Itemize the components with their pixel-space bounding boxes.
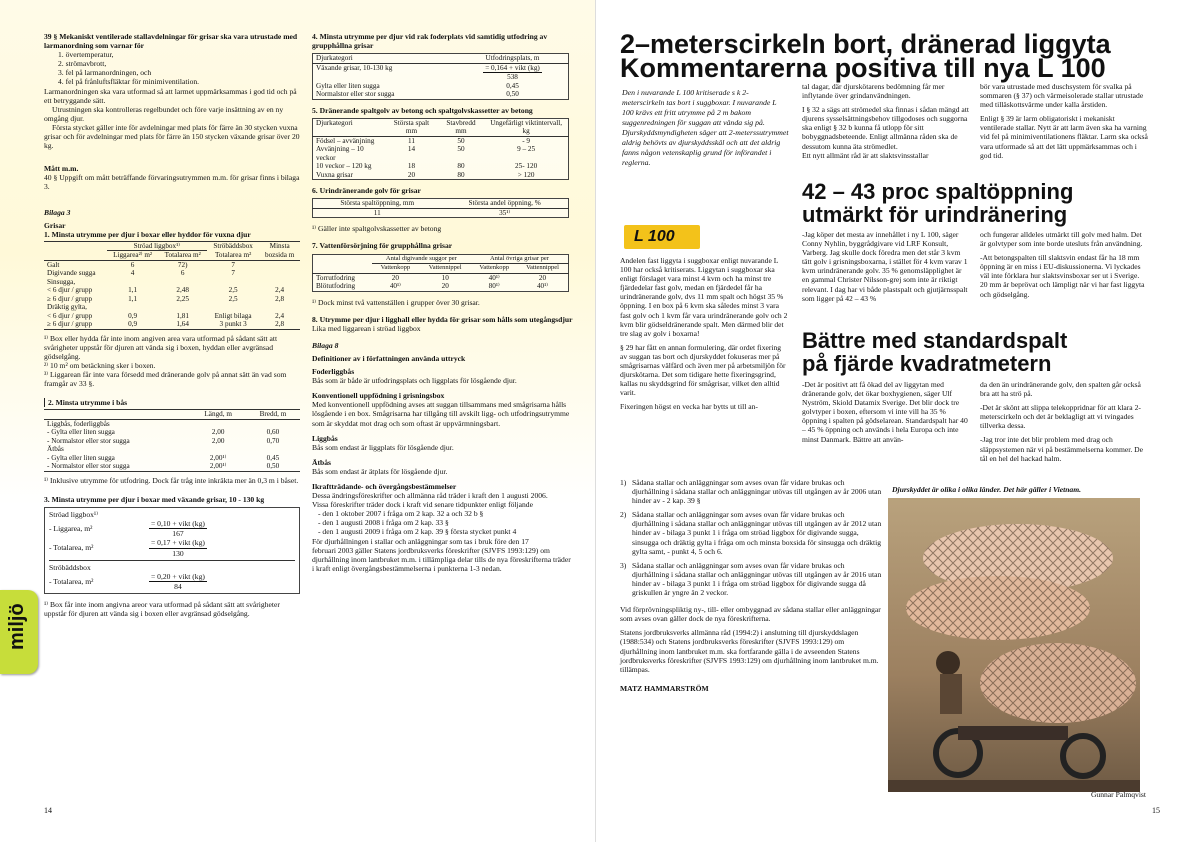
photo-illustration (888, 498, 1140, 792)
table-row: Dräktig gylta, (47, 303, 87, 312)
paragraph: februari 2003 gäller Statens jordbruksverks föreskrifter (SJVFS 1993:129) om djurhållning inom lantbruket m.m. i tillämpliga delar tills de nya föreskrifterna träder i kraft enligt övergångsbestämmelserna i punkterna 1-3 nedan. (312, 545, 571, 573)
footnote: ¹⁾ Inklusive utrymme för utfodring. Dock får tråg inte inkräkta mer än 0,3 m i båset. (44, 475, 299, 485)
paragraph: I § 32 a sägs att strömedel ska finnas i sådan mängd att djurens sysselsättningsbehov tillgodoses och suggorna ska enligt § 32 b kunna få utlopp för sitt bobyggnadsbeteende. Enligt allmänna råden ska de dessutom kunna äta strömedlet. (802, 105, 970, 151)
term-heading: Foderliggbås (312, 367, 355, 377)
table-row: Normalstor eller stor sugga 0,50 (316, 90, 519, 99)
formula-row: - Totalarea, m² $\frac{\text{= 0,20 + vikt (kg)}}{84}$ (49, 571, 205, 591)
paragraph: Bås som endast är liggplats för lösgående djur. (312, 442, 454, 452)
paragraph: Andelen fast liggyta i suggboxar enligt nuvarande L 100 har också kritiserats. Liggytan i suggboxar ska enligt förslaget vara minst 4 kvm och ha minst tre fjärdedelar fast golv, medan en fjärdedel får ha urindränerande golv, dvs 11 mm spalt och högst 35 % öppning. I en box på 6 kvm ska således minst 3 vara fast golv och 1 kvm får vara urindränerande golv och 2 kvm blir gödseldränerande spalt. Men därmed blir det tre slag av golv i boxarna! (620, 256, 788, 338)
subheading: 42 – 43 proc spaltöppning (802, 179, 1074, 204)
author-byline: MATZ HAMMARSTRÖM (620, 683, 709, 693)
section-heading: Definitioner av i författningen använda uttryck (312, 353, 466, 363)
table-row: - Gylta eller liten sugga 2,00¹⁾ 0,45 (47, 453, 280, 462)
article-col-c2 (980, 230, 1148, 304)
table-row: Växande grisar, 10-130 kg $\frac{\text{= 0,164 + vikt (kg)}}{538}$ (316, 63, 540, 82)
table-row: Digivande sugga 4 6 7 (47, 269, 235, 278)
paragraph: Larmanordningen ska vara utformad så att larmet uppmärksammas i god tid och på ett betryggande sätt. (44, 86, 297, 105)
paragraph: Lika med liggarean i ströad liggbox (312, 323, 421, 333)
list-item: 3) Sådana stallar och anläggningar som avses ovan får vidare brukas och djurhållning i sådana stallar och anläggningar utövas till utgången av år 2016 utan hinder av - bilaga 3 punkt 1 i fråga om ströad liggbox för digivande sugga då griskullen är yngre än 2 veckor. (620, 560, 882, 598)
table-row: ≥ 6 djur / grupp 1,1 2,25 2,5 2,8 (47, 294, 285, 303)
footnote: ¹⁾ Box får inte inom angivna areor vara utformad på sådant sätt att svårigheter uppstår för djuren att vända sig i boxen eller avgränsad gödselgång. (44, 599, 280, 618)
subheading: Bättre med standardspalt (802, 328, 1068, 353)
table-5: Djurkategori Största spalt mm Stavbredd mm Ungefärligt viktintervall, kg Födsel – avvänjning 11 50 - 9 Avvänjning – 10 veckor 14 50 9 – 25 10 veckor – 120 kg 18 80 25- 120 Vuxna grisar 20 80 > 120 (312, 118, 569, 181)
table-1 (44, 241, 300, 330)
photo-caption: Djurskyddet är olika i olika länder. Det här gäller i Vietnam. (892, 485, 1082, 494)
paragraph: tal dagar, där djurskötarens bedömning får mer inflytande över grindanvändningen. (802, 82, 945, 101)
list-item: 2. strömavbrott, (58, 59, 107, 69)
table-row: Vuxna grisar 20 80 > 120 (316, 170, 535, 179)
table-header: Längd, m (204, 410, 232, 419)
appendix-heading: Bilaga 3 (44, 207, 71, 217)
table-row: < 6 djur / grupp 0,9 1,81 Enligt bilaga 2,4 (47, 311, 285, 320)
paragraph: Vissa föreskrifter träder dock i kraft vid senare tidpunkter enligt följande (312, 500, 533, 510)
table-row: 10 veckor – 120 kg 18 80 25- 120 (316, 162, 538, 171)
paragraph: -Att betongspalten till slaktsvin endast får ha 18 mm öppning är en miss i EU-diskussionerna. Vi lyckades väl inte förklara hur slaktsvinsboxar ser ut i Sverige. 20 mm är beprövat och lämpligt när vi har fast liggyta och gödselgång. (980, 253, 1145, 299)
page-number: 15 (1152, 806, 1160, 815)
article-intro: Den i nuvarande L 100 kritiserade s k 2-meterscirkeln tas bort i suggboxar. I nuvarande L 100 krävs ett fritt utrymme på 2 m bakom suggenredningen för suggan att vända sig på. Djurskyddsmyndigheten säger att 2-meterssutrymmet aldrig behövts av djurskyddsskäl och att det aldrig fanns någon vetenskaplig grund för införandet i reglerna. (622, 88, 789, 167)
paragraph: bör vara utrustade med duschsystem för svalka på sommaren (§ 37) och värmeisolerade stallar utrustade med tilläskottsvärme under kalla årstiden. (980, 82, 1144, 110)
left-col-1 (44, 32, 300, 618)
paragraph: da den än urindränerande golv, den spalten går också bra att ha strö på. (980, 380, 1141, 399)
photo-credit: Gunnar Palmqvist (1090, 790, 1146, 799)
paragraph: Bås som är både är utfodringsplats och liggplats för lösgående djur. (312, 376, 517, 386)
footnote: ¹⁾ Gäller inte spaltgolvskassetter av betong (312, 224, 442, 234)
paragraph: Ett nytt allmänt råd är att slaktsvinsstallar (802, 150, 929, 160)
footnote: ³⁾ Liggarean får inte vara försedd med dränerande golv på annat sätt än vad som framgår av 33 §. (44, 370, 287, 389)
alarm-list (44, 50, 300, 86)
paragraph: -Det är skönt att slippa telekoppridnar för att klara 2-meterscirkeln och det är beklagligt att vi tvingades tillverka dessa. (980, 403, 1141, 431)
table-row: Födsel – avvänjning 11 50 - 9 (316, 136, 531, 145)
section-heading: Mått m.m. (44, 164, 79, 174)
list-item: - den 1 augusti 2008 i fråga om 2 kap. 33 § (318, 518, 449, 528)
subheading: på fjärde kvadratmetern (802, 351, 1052, 376)
table-subheading: Ströad liggbox¹⁾ (49, 510, 99, 520)
paragraph: Utrustningen ska kontrolleras regelbundet och före varje insättning av en ny omgång djur. (44, 104, 284, 123)
table-row: Torrutfodring 20 10 40¹⁾ 20 (316, 273, 547, 282)
article-col-a (620, 256, 790, 417)
table-title: 6. Urindränerande golv för grisar (312, 186, 421, 196)
list-item: - den 1 augusti 2009 i fråga om 2 kap. 39 § första stycket punkt 4 (318, 527, 517, 537)
table-row: Avvänjning – 10 veckor 14 50 9 – 25 (316, 145, 536, 162)
right-page (596, 0, 1191, 842)
transition-rules (620, 478, 882, 693)
section-heading: Grisar (44, 220, 66, 230)
footnote: ²⁾ 10 m² om betäckning sker i boxen. (44, 361, 156, 371)
term-heading: Ätbås (312, 457, 331, 467)
section-tab (0, 590, 38, 674)
table-title: 5. Dränerande spaltgolv av betong och spaltgolvskassetter av betong (312, 105, 533, 115)
table-row: < 6 djur / grupp 1,1 2,48 2,5 2,4 (47, 286, 285, 295)
table-title: 8. Utrymme per djur i ligghall eller hydda för grisar som hålls som utegångsdjur (312, 314, 573, 324)
paragraph: Dessa ändringsföreskrifter och allmänna råd träder i kraft den 1 augusti 2006. (312, 491, 548, 501)
paragraph: -Jag tror inte det blir problem med drag och släppsystemen när vi på bestämmelserna kommer. De tål en hel del hackad halm. (980, 435, 1144, 463)
table-header: Ströbäddsbox (213, 241, 253, 250)
list-item: - den 1 oktober 2007 i fråga om 2 kap. 32 a och 32 b § (318, 509, 484, 519)
article-col-b (802, 82, 970, 165)
table-row: - Gylta eller liten sugga 2,00 0,60 (47, 428, 280, 437)
article-col-c (980, 82, 1148, 165)
paragraph-39: 39 § Mekaniskt ventilerade stallavdelningar för grisar ska vara utrustade med larmanordning som varnar för (44, 32, 298, 51)
term-heading: Konventionell uppfödning i grisningsbox (312, 391, 445, 401)
table-title: 4. Minsta utrymme per djur vid rak foderplats vid samtidig utfodring av grupphållna grisar (312, 32, 548, 51)
paragraph: Fixeringen högst en vecka har bytts ut till an- (620, 402, 758, 412)
article-col-c3 (980, 380, 1148, 468)
table-row: Gylta eller liten sugga 0,45 (316, 81, 519, 90)
formula-row: - Totalarea, m² $\frac{\text{= 0,17 + vikt (kg)}}{130}$ (49, 538, 205, 558)
table-row: Blötutfodring 40¹⁾ 20 80¹⁾ 40¹⁾ (316, 282, 549, 291)
table-row: Sinsugga, (47, 277, 76, 286)
paragraph: -Jag köper det mesta av innehållet i ny L 100, säger Conny Nyhlin, byggrådgivare vid LRF Konsult, Varberg. Jag skulle dock föredra men det står 3 kvm tätt golv i grisningsboxarna, i stället för 4 kvm varav 1 kvm urindränerande golv. 35 % genomsläpplighet är en gammal Christer Nilsson-grej som inte är riktigt relevant. I dag har vi både plastspalt och gjutjärnsspalt som ligger på 42 – 43 % (802, 230, 968, 303)
table-6: Största spaltöppning, mm Största andel öppning, % 11 35¹⁾ (312, 198, 569, 218)
table-title: 3. Minsta utrymme per djur i boxar med växande grisar, 10 - 130 kg (44, 495, 265, 505)
table-header: Ströad liggbox¹⁾ (107, 241, 207, 251)
table-row: 11 35¹⁾ (373, 208, 511, 217)
page-number: 14 (44, 806, 52, 815)
table-row: Galt 6 72) 7 (47, 260, 235, 269)
paragraph: 40 § Uppgift om mått beträffande förvaringsutrymmen m.m. för grisar finns i bilaga 3. (44, 173, 300, 192)
section-tab-label: miljö (6, 603, 28, 650)
headline: Kommentarerna positiva till nya L 100 (620, 53, 1106, 83)
paragraph: -Det är positivt att få ökad del av liggytan med dränerande golv, det ökar boxhygienen, säger Ulf Nyström, Skiold Datamix Sverige. Det blir dock tre golvtyper i boxen, eftersom vi inte vill ha 35 % öppning i spalten på gödselarean. Standardspalt har 40 – 45 % öppning och används i hela Europa och inte minst Danmark. Bättre att använ- (802, 380, 968, 444)
list-item: 2) Sådana stallar och anläggningar som avses ovan får vidare brukas och djurhållning i sådana stallar och anläggningar utövas till utgången av år 2012 utan hinder av - bilaga 3 punkt 1 i fråga om ströad liggbox för digivande sugga, sinsugga och dräktig gylta i fråga om och minsta boxsida för sinsugga och dräktig gylta samt, - punkt 4, 5 och 6. (620, 510, 882, 556)
table-row: Liggbås, foderliggbås (47, 419, 110, 428)
paragraph: Statens jordbruksverks allmänna råd (1994:2) i anslutning till djurskyddslagen (1988:534) och Statens jordbruksverks föreskrifter (SJVFS 1993:129) om djurhållning inom lantbruket m.m. ska fortfarande gälla i de avseenden Statens jordbruksverks föreskrifter (SJVFS 1993:129) om djurhållning inom lantbruket m.m. tillämpas. (620, 628, 879, 674)
table-header: Totalarea m² (164, 251, 201, 260)
table-header: Totalarea m² (215, 250, 252, 259)
list-item: 4. fel på frånluftsfläktar för minimiventilation. (58, 77, 200, 87)
paragraph: och fungerar alldeles utmärkt till golv med halm. Det är golvtyper som inte borde utesluts från användning. (980, 230, 1143, 249)
list-item: 3. fel på larmanordningen, och (58, 68, 152, 78)
paragraph: Första stycket gäller inte för avdelningar med plats för färre än 30 stycken vuxna grisar och för avdelningar med plats för färre än 150 stycken växande grisar över 20 kg. (44, 122, 300, 151)
paragraph: § 29 har fått en annan formulering, där ordet fixering av suggan tas bort och djurskyddet fokuseras mer på smågrisarnas välfärd och även mer på arbetsmiljön för djurskötarna. Det som tidigare hette fixeringsgrind, kallas nu skyddsgrind för smågrisar, vilket den alltid varit. (620, 342, 786, 398)
term-heading: Ikraftträdande- och övergångsbestämmelser (312, 481, 457, 491)
table-7: Antal digivande suggor per Antal övriga grisar per Vattenkopp Vattennippel Vattenkopp Vattennippel Torrutfodring 20 10 40¹⁾ 20 Blötutfodring 40¹⁾ 20 80¹⁾ 40¹⁾ (312, 254, 569, 292)
table-title: 1. Minsta utrymme per djur i boxar eller hyddor för vuxna djur (44, 229, 251, 239)
table-header: Liggarea²⁾ m² (113, 251, 153, 260)
table-header: bozsida m (264, 250, 295, 259)
table-header: Minsta (269, 241, 290, 250)
vietnam-pigs-photo (888, 498, 1140, 792)
table-title: 7. Vattenförsörjning för grupphållna grisar (312, 241, 453, 251)
paragraph: Vid förprövningspliktig ny-, till- eller ombyggnad av sådana stallar eller anläggningar som avses ovan gäller dock de nya föreskrifterna. (620, 605, 881, 624)
footnote: ¹⁾ Box eller hydda får inte inom angiven area vara utformad på sådant sätt att svårigheter uppstår för djuren att vända sig i boxen, hyddan eller avgränsad gödselgång. (44, 333, 278, 361)
term-heading: Liggbås (312, 433, 338, 443)
table-row: - Normalstor eller stor sugga 2,00 0,70 (47, 436, 280, 445)
table-2 (44, 409, 300, 472)
table-row: Ätbås (47, 445, 64, 454)
table-header: Djurkategori (316, 54, 353, 63)
paragraph: För djurhållningen i stallar och anläggningar som tas i bruk före den 17 (312, 536, 529, 546)
table-row: ≥ 6 djur / grupp 0,9 1,64 3 punkt 3 2,8 (44, 320, 300, 329)
formula-row: - Liggarea, m² $\frac{\text{= 0,10 + vikt (kg)}}{167}$ (49, 519, 205, 539)
left-page (0, 0, 595, 842)
table-4 (312, 53, 569, 100)
paragraph: Med konventionell uppfödning avses att suggan tillsammans med smågrisarna hålls lösgående i en box. Smågrisarna har tillgång till avskilt ligg- och utfodringsutrymme som är skyddat mot drag och som oftast är uppvärmningsbart. (312, 400, 570, 428)
appendix-heading: Bilaga 8 (312, 340, 339, 350)
table-row: - Normalstor eller stor sugga 2,00¹⁾ 0,50 (44, 462, 300, 471)
list-item: 1) Sådana stallar och anläggningar som avses ovan får vidare brukas och djurhållning i sådana stallar och anläggningar utövas till utgången av år 2006 utan hinder av - 2 kap. 39 § (620, 478, 882, 506)
l100-badge (624, 225, 700, 249)
paragraph: Bås som endast är ätplats för lösgående djur. (312, 466, 448, 476)
l100-badge-label: L 100 (634, 228, 675, 245)
table-3 (44, 507, 300, 594)
table-header: Bredd, m (259, 410, 287, 419)
headline: 2–meterscirkeln bort, dränerad liggyta (620, 29, 1111, 59)
left-col-2 (312, 32, 574, 573)
table-title: 2. Minsta utrymme i bås (44, 398, 300, 407)
subheading: utmärkt för urindränering (802, 202, 1068, 227)
footnote: ¹⁾ Dock minst två vattenställen i grupper över 30 grisar. (312, 297, 480, 307)
list-item: 1. övertemperatur, (58, 50, 114, 60)
table-header: Utfodringsplats, m (485, 54, 540, 63)
paragraph: Enligt § 39 är larm obligatoriskt i mekaniskt ventilerade stallar. Nytt är att larm även ska ha varning vid fel på minimiventilationens fläktar. Larm ska också vara utformade så att det lätt uppmärksammas och i god tid. (980, 114, 1148, 160)
table-subheading: Ströbäddsbox (49, 562, 91, 572)
